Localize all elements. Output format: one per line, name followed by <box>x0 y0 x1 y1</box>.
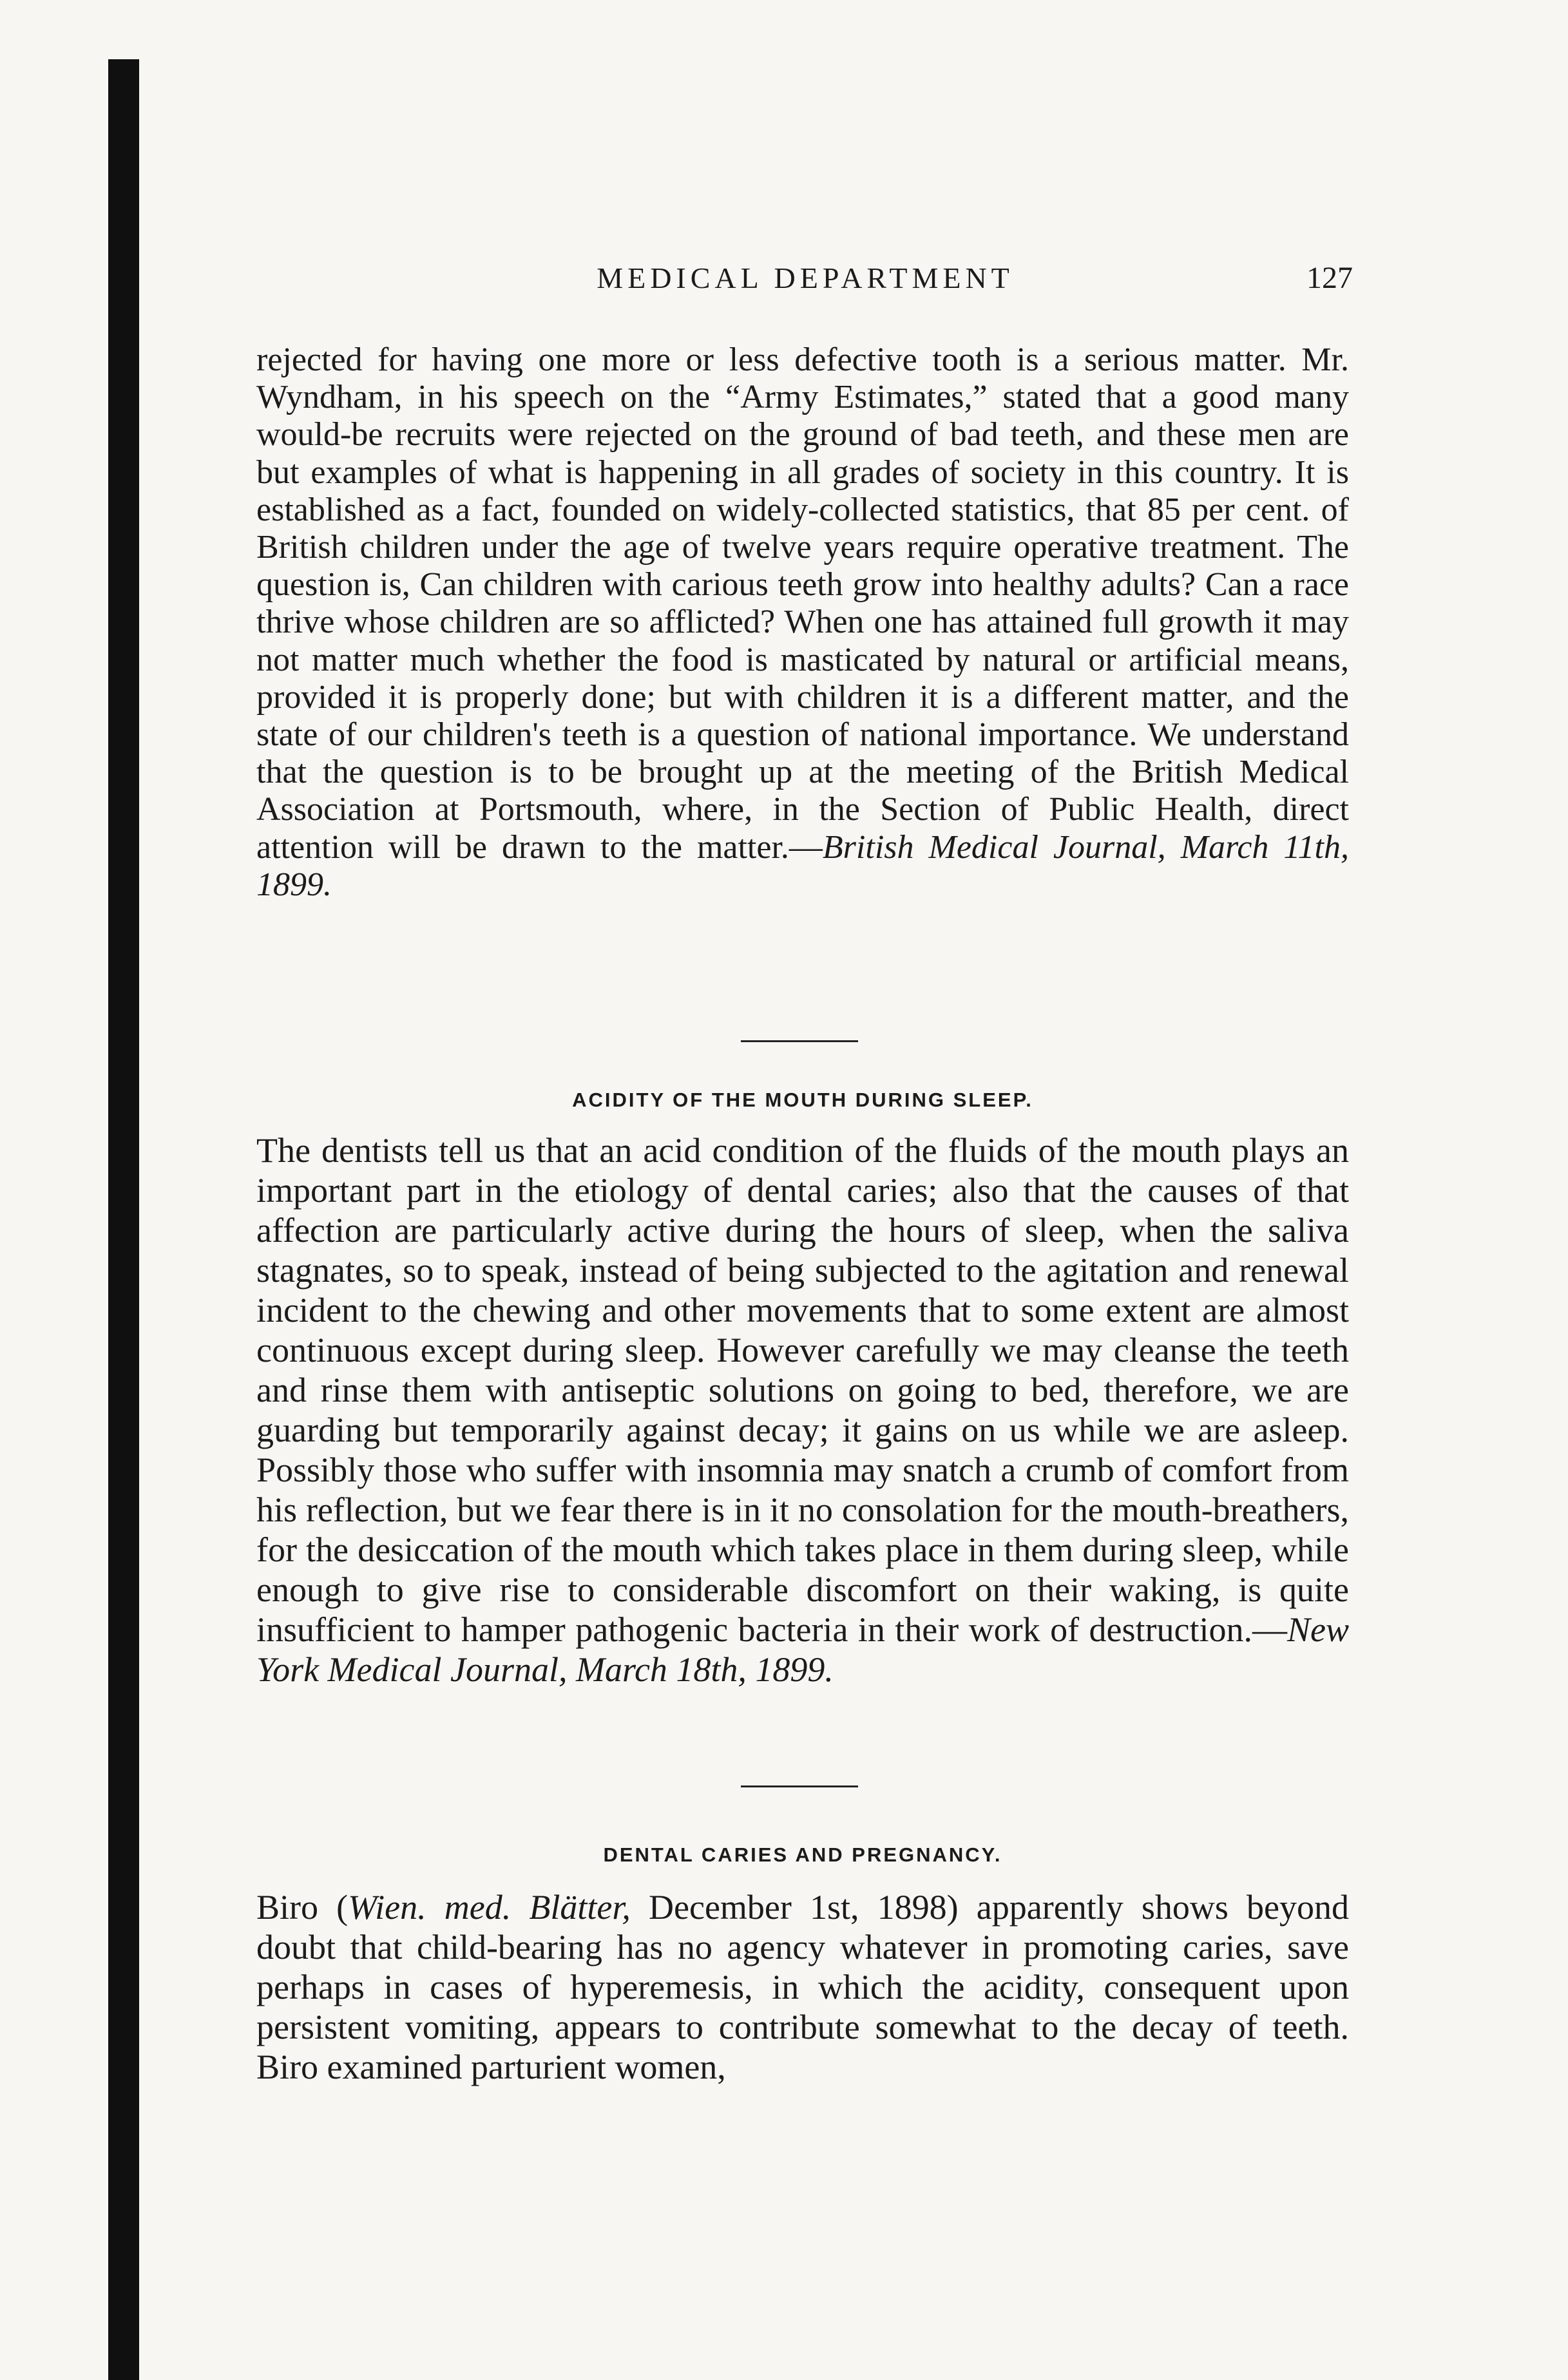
running-head: MEDICAL DEPARTMENT <box>597 262 1014 294</box>
citation-british-medical-journal: British Medical Journal, March 11th, 1899. <box>256 828 1350 903</box>
section-divider <box>741 1040 858 1042</box>
page-header <box>258 252 1353 304</box>
paragraph-text: The dentists tell us that an acid condition of the fluids of the mouth plays an important part in the etiology of dental caries; also that the causes of that affection are particularly active during the hours of sleep, when the saliva stagnates, so to speak, instead of being subjected to the agitation and renewal incident to the chewing and other movements that to some extent are almost continuous except during sleep. However carefully we may cleanse the teeth and rinse them with antiseptic solutions on going to bed, therefore, we are guarding but temporarily against decay; it gains on us while we are asleep. Possibly those who suffer with insomnia may snatch a crumb of comfort from his reflection, but we fear there is in it no consolation for the mouth-breathers, for the desiccation of the mouth which takes place in them during sleep, while enough to give rise to considerable discomfort on their waking, is quite insufficient to hamper pathogenic bacteria in their work of destruction.— <box>256 1131 1349 1649</box>
citation-new-york-medical-journal: New York Medical Journal, March 18th, 1899. <box>256 1610 1349 1689</box>
heading-dental-caries-pregnancy: DENTAL CARIES AND PREGNANCY. <box>603 1843 1002 1866</box>
article-acidity-paragraph <box>256 1130 1349 1690</box>
article-pregnancy-paragraph <box>256 1887 1349 2087</box>
heading-acidity-of-mouth: ACIDITY OF THE MOUTH DURING SLEEP. <box>572 1089 1033 1111</box>
paragraph-text: rejected for having one more or less defective tooth is a serious matter. Mr. Wyndham, in his speech on the “Army Estimates,” stated that a good many would-be recruits were rejected on the ground of bad teeth, and these men are but examples of what is happening in all grades of society in this country. It is established as a fact, founded on widely-collected statistics, that 85 per cent. of British children under the age of twelve years require operative treatment. The question is, Can children with carious teeth grow into healthy adults? Can a race thrive whose children are so afflicted? When one has attained full growth it may not matter much whether the food is masticated by natural or artificial means, provided it is properly done; but with children it is a different matter, and the state of our children's teeth is a question of national importance. We understand that the question is to be brought up at the meeting of the British Medical Association at Portsmouth, where, in the Section of Public Health, direct attention will be drawn to the matter.— <box>256 341 1349 866</box>
paragraph-text-rest: December 1st, 1898) apparently shows beyond doubt that child-bearing has no agency whatever in promoting caries, save perhaps in cases of hyperemesis, in which the acidity, consequent upon persistent vomiting, appears to contribute somewhat to the decay of teeth. Biro examined parturient women, <box>256 1888 1349 2086</box>
source-wien-med-blatter: Wien. med. Blätter, <box>348 1888 631 1927</box>
page-number: 127 <box>1306 261 1353 295</box>
article-army-estimates-paragraph <box>256 341 1349 904</box>
section-divider <box>741 1785 858 1787</box>
scan-edge-bar <box>108 59 139 2380</box>
paragraph-text-start: Biro ( <box>256 1888 349 1927</box>
